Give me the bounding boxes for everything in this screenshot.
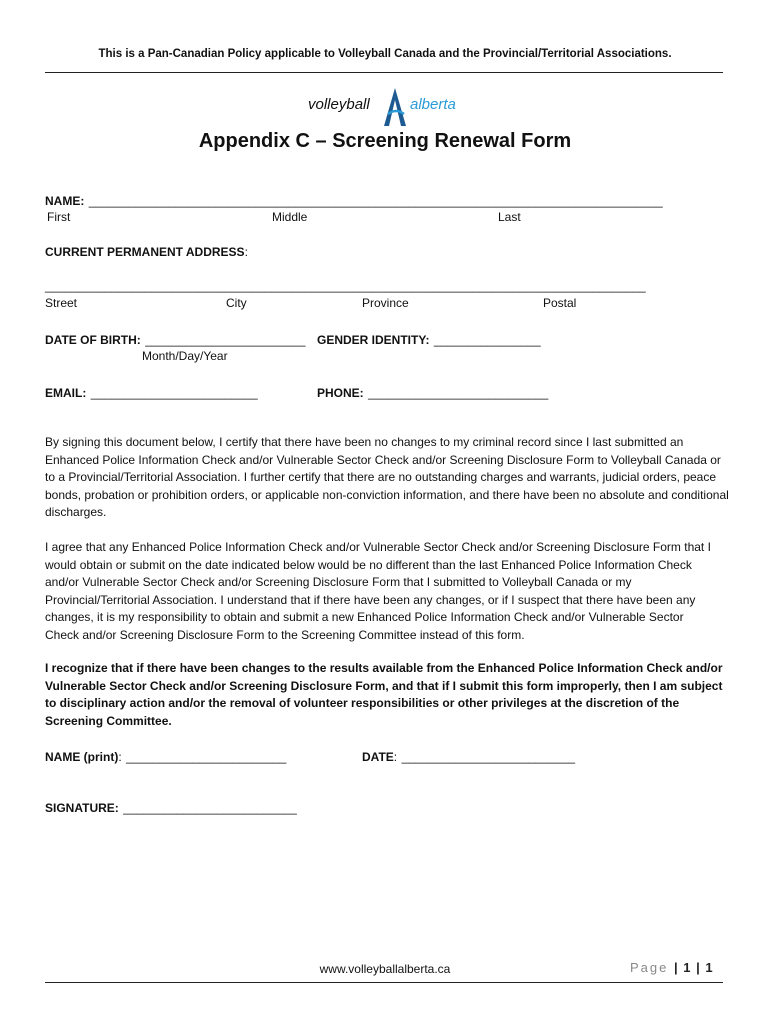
print-name-colon: : [118, 750, 122, 764]
header-divider [45, 72, 723, 73]
agreement-paragraph: I agree that any Enhanced Police Information Check and/or Vulnerable Sector Check and/or Screening Disclosure Form that I would obtain or submit on the date indicated below would be no different than the last Enhanced Police Information Check and/or Vulnerable Sector Check and/or Screening Disclosure Form that I submitted to Volleyball Canada or my Provincial/Territorial Association. I understand that if there have been any changes, or if I suspect that there have been any changes, it is my responsibility to obtain and submit a new Enhanced Police Information Check and/or Vulnerable Sector Check and/or Screening Disclosure Form to the Screening Committee instead of this form. [45, 540, 711, 642]
dob-sub: Month/Day/Year [142, 349, 228, 363]
address-sub-street: Street [45, 296, 78, 310]
dob-label: DATE OF BIRTH: [45, 333, 141, 347]
name-sub-middle: Middle [272, 210, 308, 224]
address-label-row [45, 243, 248, 261]
phone-field[interactable] [317, 384, 548, 402]
print-name-field[interactable] [45, 748, 286, 766]
page-title: Appendix C – Screening Renewal Form [198, 130, 572, 152]
date-blank[interactable]: __________________________ [401, 750, 576, 764]
email-label: EMAIL: [45, 386, 87, 400]
acknowledgement-paragraph: I recognize that if there have been changes to the results available from the Enhanced Police Information Check and/or Vulnerable Sector Check and/or Screening Disclosure Form, and that if I submit this form improperly, then I am subject to disciplinary action and/or the removal of volunteer responsibilities or other privileges at the discretion of the Screening Committee. [45, 661, 723, 728]
gender-field[interactable] [317, 331, 541, 349]
date-label: DATE [362, 750, 394, 764]
logo-word-volleyball: volleyball [308, 96, 370, 113]
certification-paragraph: By signing this document below, I certify that there have been no changes to my criminal record since I last submitted an Enhanced Police Information Check and/or Vulnerable Sector Check and/or Screening Disclosure Form to Volleyball Canada or to a Provincial/Territorial Association. I further certify that there are no outstanding charges and warrants, judicial orders, peace bonds, probation or prohibition orders, or applicable non-conviction information, and there have been no absolute and conditional discharges. [45, 435, 729, 520]
signature-field[interactable] [45, 799, 297, 817]
dob-field[interactable] [45, 331, 305, 349]
address-colon: : [244, 245, 248, 259]
phone-label: PHONE: [317, 386, 364, 400]
phone-blank[interactable]: ___________________________ [368, 386, 549, 400]
print-name-label: NAME (print) [45, 750, 119, 764]
signature-blank[interactable]: __________________________ [123, 801, 297, 815]
gender-label: GENDER IDENTITY: [317, 333, 430, 347]
page-num: 1 [683, 960, 691, 975]
name-sub-first: First [47, 210, 71, 224]
volleyball-a-icon [382, 86, 408, 128]
footer-url[interactable]: www.volleyballalberta.ca [319, 962, 451, 976]
address-sub-province: Province [362, 296, 409, 310]
print-name-blank[interactable]: ________________________ [126, 750, 287, 764]
date-colon: : [393, 750, 398, 764]
page-number [630, 960, 713, 975]
email-field[interactable] [45, 384, 258, 402]
page-total: 1 [705, 960, 713, 975]
volleyball-alberta-logo [308, 86, 468, 130]
footer-divider [45, 982, 723, 983]
name-sub-last: Last [498, 210, 521, 224]
address-sub-city: City [226, 296, 247, 310]
signature-label: SIGNATURE: [45, 801, 119, 815]
policy-note: This is a Pan-Canadian Policy applicable to Volleyball Canada and the Provincial/Territorial Associations. [98, 48, 672, 60]
name-blank[interactable]: ______________________________________________________________________________________ [88, 194, 663, 208]
name-field[interactable] [45, 192, 663, 210]
dob-blank[interactable]: ________________________ [145, 333, 306, 347]
gender-blank[interactable]: ________________ [433, 333, 541, 347]
date-field[interactable] [362, 748, 575, 766]
email-blank[interactable]: _________________________ [90, 386, 258, 400]
logo-word-alberta: alberta [410, 96, 456, 113]
page-sep-2: | [696, 960, 700, 975]
address-blank[interactable]: __________________________________________________________________________________________ [45, 279, 646, 293]
name-label: NAME: [45, 194, 85, 208]
address-sub-postal: Postal [543, 296, 577, 310]
page-word: Page [630, 960, 669, 975]
address-label: CURRENT PERMANENT ADDRESS [45, 245, 245, 259]
page-sep-1: | [674, 960, 678, 975]
